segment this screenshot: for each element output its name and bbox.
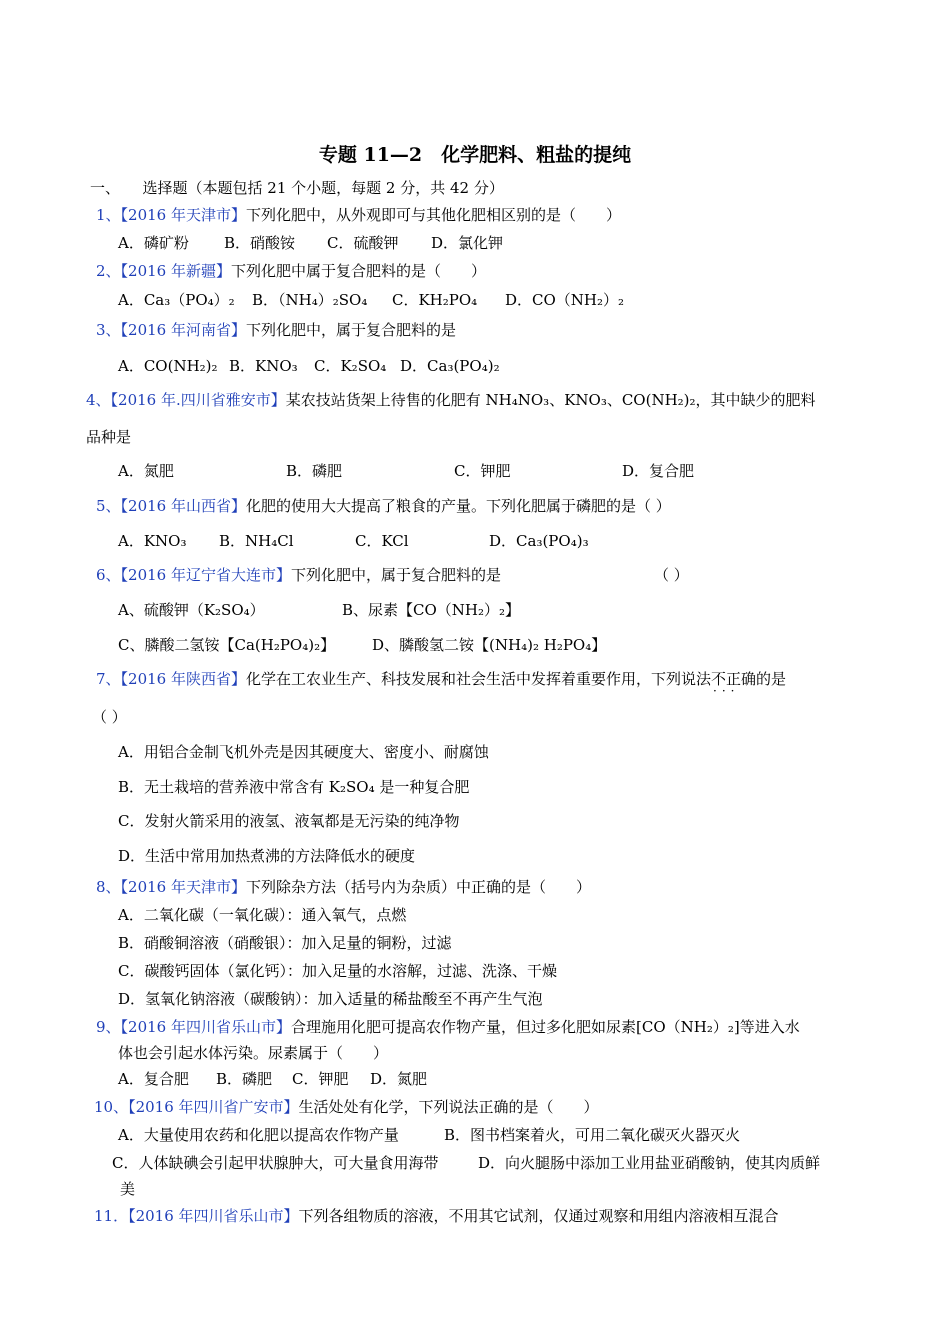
option-a: A．大量使用农药和化肥以提高农作物产量 — [118, 1126, 399, 1144]
question-source: 【2016 年河南省】 — [120, 321, 246, 339]
question-source: 【2016 年四川省乐山市】 — [120, 1018, 291, 1036]
question-8-option-c: C．碳酸钙固体（氯化钙）：加入足量的水溶解，过滤、洗涤、干燥 — [118, 962, 557, 980]
question-source: 【2016 年辽宁省大连市】 — [120, 566, 291, 584]
option-b: B．磷肥 — [216, 1070, 273, 1088]
question-source: 【2016 年四川省乐山市】 — [128, 1207, 299, 1225]
question-stem: 下列化肥中，属于复合肥料的是 — [291, 566, 502, 584]
option-b: B．KNO₃ — [229, 357, 298, 375]
question-number: 4、 — [86, 391, 111, 409]
question-11 — [94, 1205, 779, 1227]
option-a: A．CO(NH₂)₂ — [118, 357, 218, 375]
question-9 — [96, 1016, 800, 1038]
question-6-answer-paren: （ ） — [654, 566, 689, 584]
question-stem: 下列化肥中属于复合肥料的是（ ） — [231, 262, 487, 280]
question-stem: 某农技站货架上待售的化肥有 NH₄NO₃、KNO₃、CO(NH₂)₂，其中缺少的肥料 — [285, 391, 816, 409]
option-c: C．硫酸钾 — [327, 234, 399, 252]
question-8-option-d: D．氢氧化钠溶液（碳酸钠）：加入适量的稀盐酸至不再产生气泡 — [118, 990, 543, 1008]
question-4 — [86, 389, 816, 411]
question-source: 【2016 年天津市】 — [120, 878, 246, 896]
question-10-options-cd — [112, 1152, 820, 1174]
option-b: B．NH₄Cl — [219, 532, 294, 550]
option-a: A．复合肥 — [118, 1070, 189, 1088]
question-1-options — [118, 232, 503, 254]
option-a: A．KNO₃ — [118, 532, 187, 550]
option-b: B．磷肥 — [286, 462, 343, 480]
question-7 — [96, 668, 786, 690]
question-8-option-a: A．二氧化碳（一氧化碳）：通入氧气，点燃 — [118, 906, 407, 924]
option-c: C．人体缺碘会引起甲状腺肿大，可大量食用海带 — [112, 1154, 439, 1172]
option-b: B、尿素【CO（NH₂）₂】 — [342, 601, 521, 619]
question-number: 3、 — [96, 321, 121, 339]
option-d: D．Ca₃(PO₄)₂ — [400, 357, 500, 375]
question-stem: 合理施用化肥可提高农作物产量，但过多化肥如尿素[CO（NH₂）₂]等进入水 — [291, 1018, 800, 1036]
question-3-options — [118, 355, 500, 377]
option-d: D．向火腿肠中添加工业用盐亚硝酸钠，使其肉质鲜 — [478, 1154, 821, 1172]
option-c: C．钾肥 — [292, 1070, 349, 1088]
question-number: 2、 — [96, 262, 121, 280]
question-10 — [94, 1096, 599, 1118]
option-d: D．氯化钾 — [431, 234, 504, 252]
question-8-option-b: B．硝酸铜溶液（硝酸银）：加入足量的铜粉，过滤 — [118, 934, 452, 952]
question-number: 8、 — [96, 878, 121, 896]
question-number: 7、 — [96, 670, 121, 688]
question-source: 【2016 年新疆】 — [120, 262, 231, 280]
option-c: C．KCl — [355, 532, 409, 550]
question-2-options — [118, 289, 624, 311]
question-stem: 下列化肥中，属于复合肥料的是 — [246, 321, 457, 339]
question-3 — [96, 319, 456, 341]
question-7-option-c: C．发射火箭采用的液氢、液氧都是无污染的纯净物 — [118, 812, 460, 830]
question-2 — [96, 260, 486, 282]
option-a: A、硫酸钾（K₂SO₄） — [118, 601, 265, 619]
question-7-stem-cont: （ ） — [92, 708, 127, 726]
option-b: B．（NH₄）₂SO₄ — [252, 291, 368, 309]
option-b: B．图书档案着火，可用二氧化碳灭火器灭火 — [444, 1126, 741, 1144]
question-stem: 下列除杂方法（括号内为杂质）中正确的是（ ） — [246, 878, 592, 896]
question-stem-end: 的是 — [756, 670, 787, 688]
option-d: D．氮肥 — [370, 1070, 428, 1088]
question-stem: 下列化肥中，从外观即可与其他化肥相区别的是（ ） — [246, 206, 622, 224]
question-source: 【2016 年.四川省雅安市】 — [110, 391, 286, 409]
page-title: 专题 11—2 化学肥料、粗盐的提纯 — [318, 144, 632, 166]
option-a: A．氮肥 — [118, 462, 174, 480]
option-d: D．复合肥 — [622, 462, 695, 480]
question-number: 10、 — [94, 1098, 129, 1116]
question-6-options-ab — [118, 599, 520, 621]
question-stem: 下列各组物质的溶液，不用其它试剂，仅通过观察和用组内溶液相互混合 — [298, 1207, 779, 1225]
question-10-option-d-cont: 美 — [120, 1180, 136, 1198]
question-number: 5、 — [96, 497, 121, 515]
question-4-options — [118, 460, 694, 482]
question-number: 11． — [94, 1207, 129, 1225]
option-d: D．CO（NH₂）₂ — [505, 291, 625, 309]
question-source: 【2016 年四川省广安市】 — [128, 1098, 299, 1116]
question-8 — [96, 876, 591, 898]
question-number: 1、 — [96, 206, 121, 224]
question-9-stem-cont: 体也会引起水体污染。尿素属于（ ） — [118, 1044, 389, 1062]
option-c: C．KH₂PO₄ — [392, 291, 478, 309]
option-d: D、膦酸氢二铵【(NH₄)₂ H₂PO₄】 — [372, 636, 607, 654]
question-6-options-cd — [118, 634, 606, 656]
question-source: 【2016 年山西省】 — [120, 497, 246, 515]
option-d: D．Ca₃(PO₄)₃ — [489, 532, 589, 550]
question-6 — [96, 564, 501, 586]
question-7-option-a: A．用铝合金制飞机外壳是因其硬度大、密度小、耐腐蚀 — [118, 743, 489, 761]
question-5 — [96, 495, 671, 517]
question-9-options — [118, 1068, 427, 1090]
option-c: C．K₂SO₄ — [314, 357, 387, 375]
question-source: 【2016 年陕西省】 — [120, 670, 246, 688]
option-a: A．磷矿粉 — [118, 234, 189, 252]
question-7-option-b: B．无土栽培的营养液中常含有 K₂SO₄ 是一种复合肥 — [118, 778, 470, 796]
option-b: B．硝酸铵 — [224, 234, 296, 252]
question-number: 6、 — [96, 566, 121, 584]
question-5-options — [118, 530, 589, 552]
question-1 — [96, 204, 621, 226]
question-number: 9、 — [96, 1018, 121, 1036]
question-4-stem-cont: 品种是 — [86, 428, 132, 446]
question-7-option-d: D．生活中常用加热煮沸的方法降低水的硬度 — [118, 847, 416, 865]
question-stem: 化学在工农业生产、科技发展和社会生活中发挥着重要作用，下列说法 — [246, 670, 712, 688]
question-stem: 生活处处有化学，下列说法正确的是（ ） — [298, 1098, 599, 1116]
question-10-options-ab — [118, 1124, 740, 1146]
section-heading: 一、 选择题（本题包括 21 个小题，每题 2 分，共 42 分） — [90, 179, 504, 197]
option-c: C．钾肥 — [454, 462, 511, 480]
question-stem: 化肥的使用大大提高了粮食的产量。下列化肥属于磷肥的是（ ） — [246, 497, 671, 515]
emphasis-text: 不正确 ··· — [711, 670, 756, 688]
option-a: A．Ca₃（PO₄）₂ — [118, 291, 235, 309]
option-c: C、膦酸二氢铵【Ca(H₂PO₄)₂】 — [118, 636, 336, 654]
question-source: 【2016 年天津市】 — [120, 206, 246, 224]
